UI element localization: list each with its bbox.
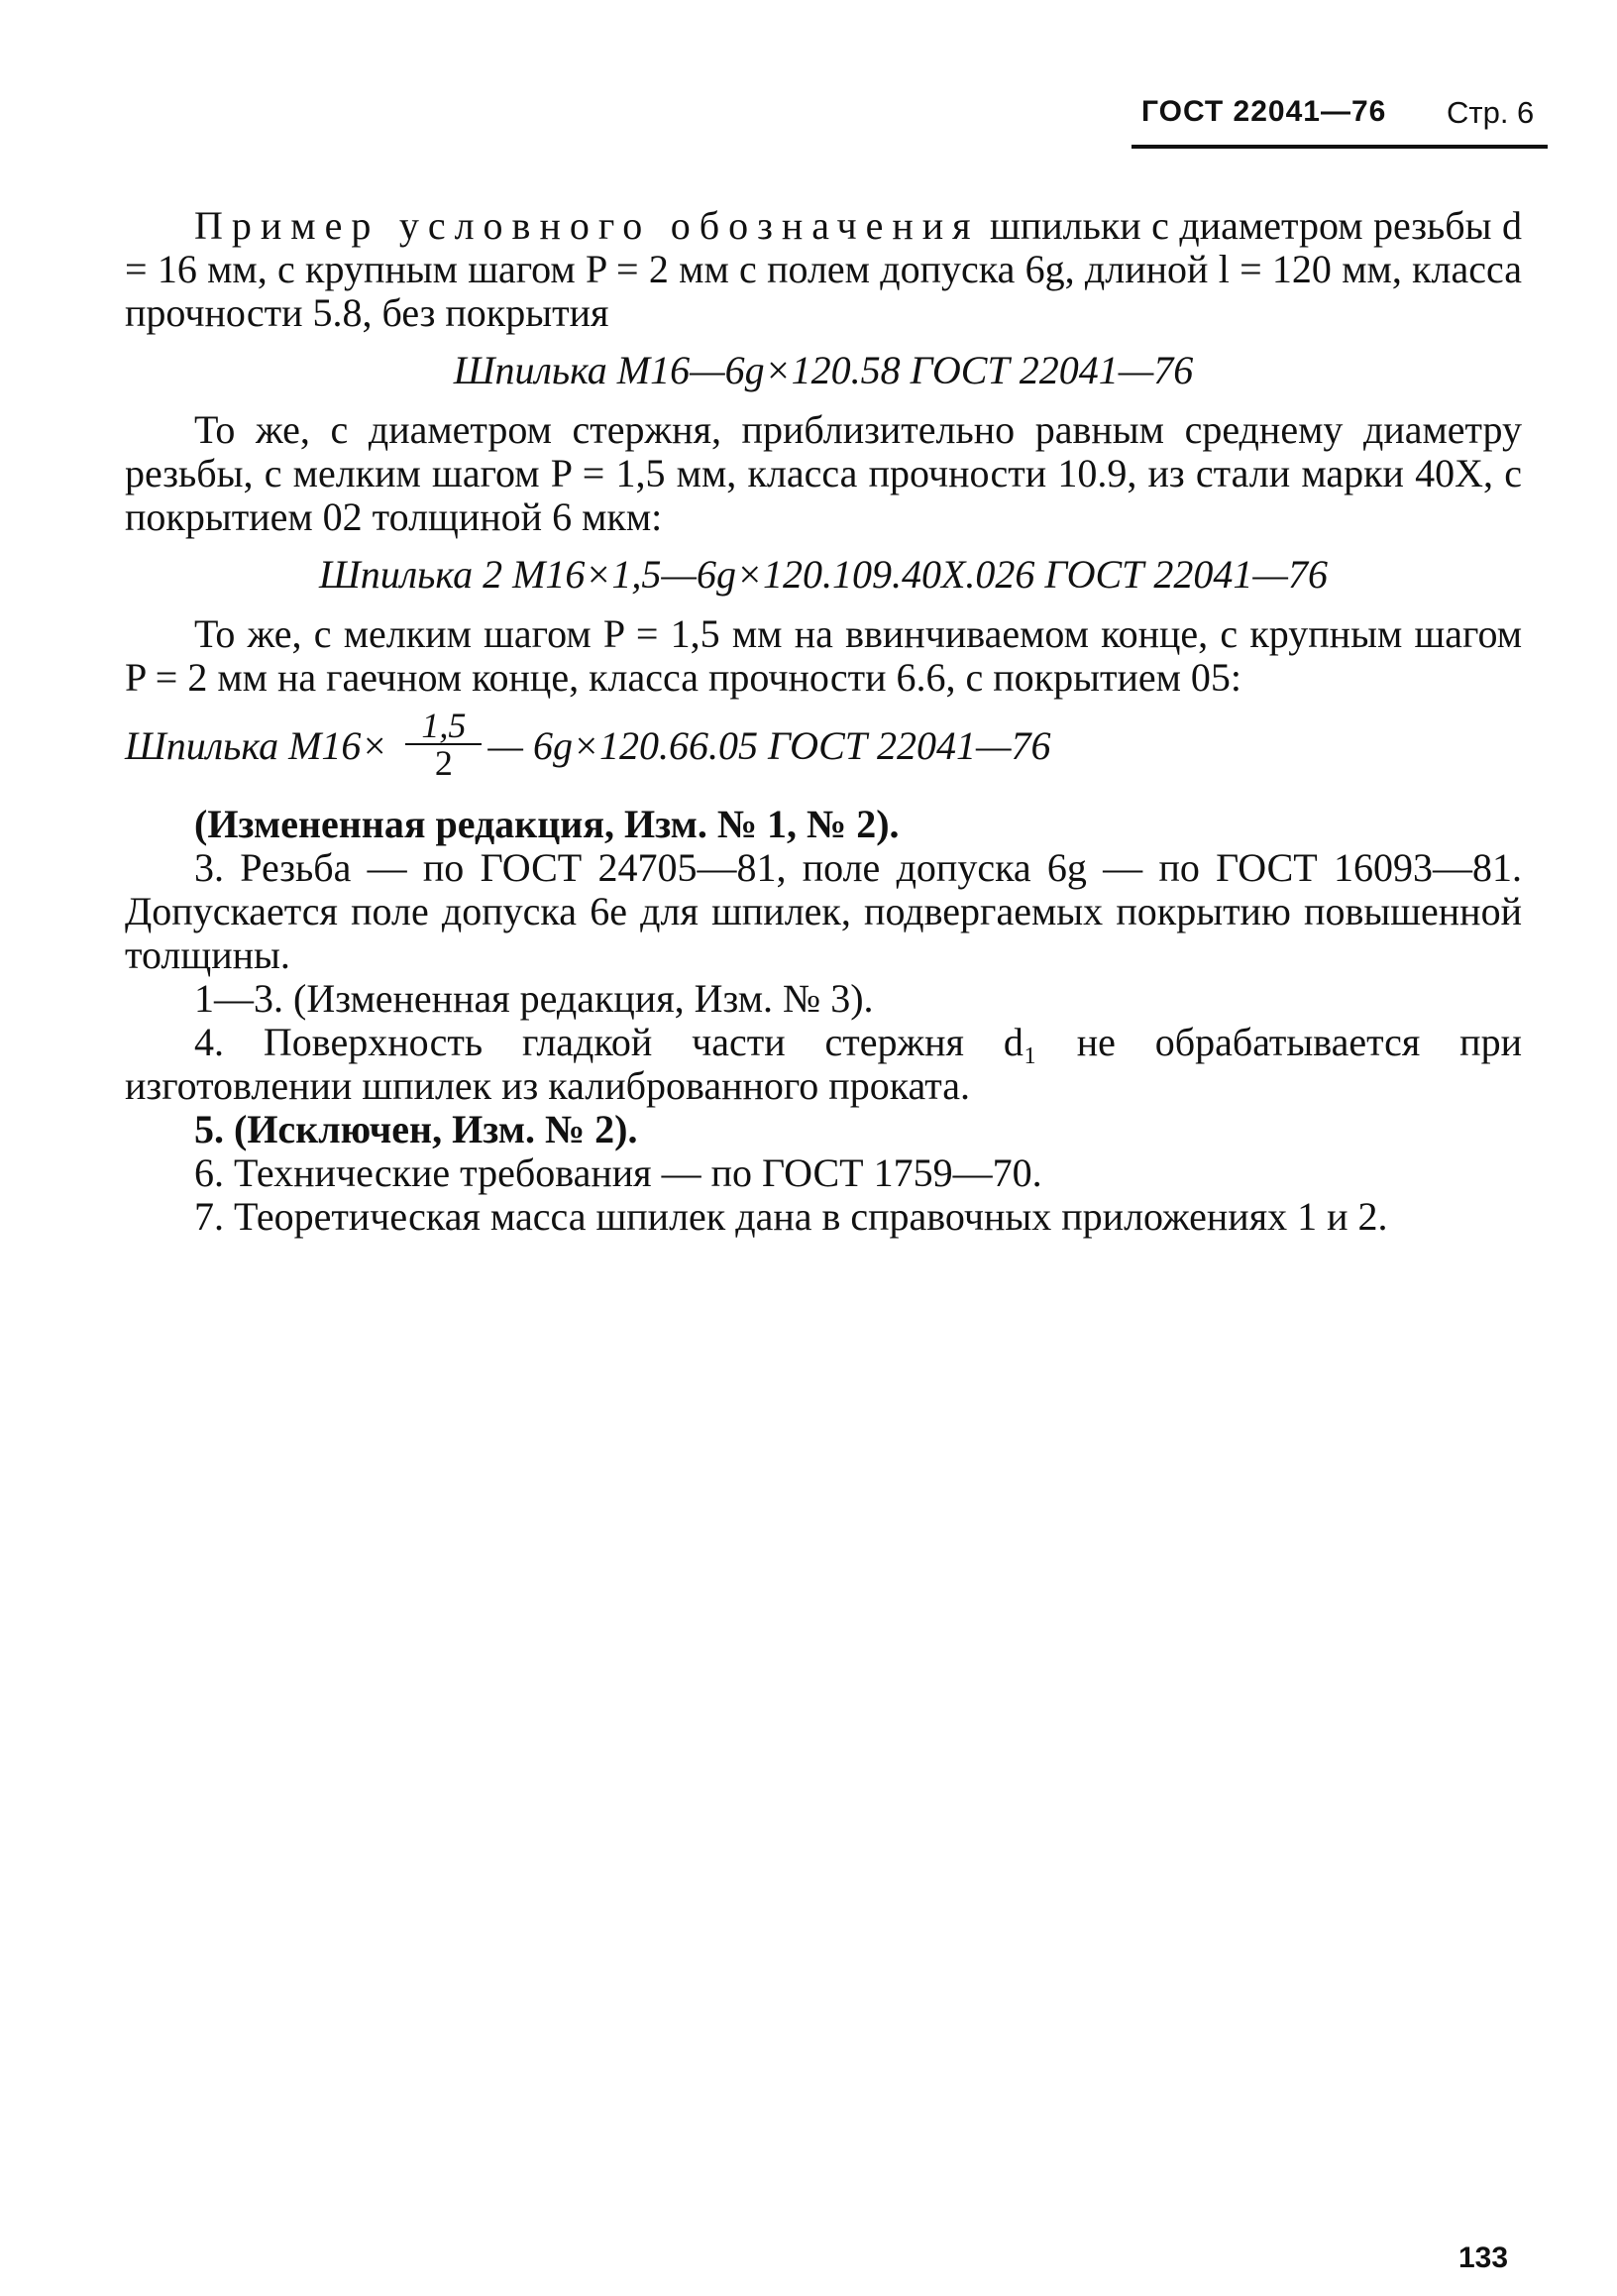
page-header bbox=[1132, 95, 1548, 149]
page-number: 133 bbox=[1458, 2241, 1509, 2274]
revision-note-2: 1—3. (Измененная редакция, Изм. № 3). bbox=[194, 976, 874, 1021]
standard-code: ГОСТ 22041—76 bbox=[1141, 95, 1387, 128]
clause-3: 3. Резьба — по ГОСТ 24705—81, поле допуска 6g — по ГОСТ 16093—81. Допускается поле допуска 6е для шпилек, подвергаемых покрытию повышенной толщины. bbox=[125, 845, 1522, 977]
example-1-paragraph bbox=[125, 204, 1522, 335]
example-2-formula: Шпилька 2 М16×1,5—6g×120.109.40Х.026 ГОСТ 22041—76 bbox=[319, 552, 1328, 597]
fraction-denominator: 2 bbox=[434, 743, 453, 783]
revision-note-1: (Измененная редакция, Изм. № 1, № 2). bbox=[194, 802, 900, 846]
page-label: Стр. 6 bbox=[1447, 95, 1535, 130]
example-3-paragraph: То же, с мелким шагом P = 1,5 мм на ввинчиваемом конце, с крупным шагом P = 2 мм на гаечном конце, класса прочности 6.6, с покрытием 05: bbox=[125, 611, 1522, 700]
example-3-formula bbox=[125, 706, 1522, 787]
formula-suffix: — 6g×120.66.05 ГОСТ 22041—76 bbox=[487, 723, 1051, 769]
example-lead: Пример условного обозначения bbox=[194, 203, 980, 248]
clause-5: 5. (Исключен, Изм. № 2). bbox=[194, 1107, 638, 1151]
clause-7: 7. Теоретическая масса шпилек дана в справочных приложениях 1 и 2. bbox=[194, 1194, 1388, 1239]
example-1-text: шпильки с диаметром резьбы d = 16 мм, с крупным шагом P = 2 мм с полем допуска 6g, длиной l = 120 мм, класса прочности 5.8, без покрытия bbox=[125, 203, 1522, 335]
fraction-numerator: 1,5 bbox=[405, 708, 482, 745]
clause-4: 4. Поверхность гладкой части стержня d₁ не обрабатывается при изготовлении шпилек из калиброванного проката. bbox=[125, 1020, 1522, 1108]
fraction bbox=[405, 708, 482, 781]
clause-6: 6. Технические требования — по ГОСТ 1759—70. bbox=[194, 1150, 1042, 1195]
document-body bbox=[125, 204, 1522, 1239]
formula-prefix: Шпилька М16× bbox=[125, 723, 388, 769]
example-1-formula: Шпилька М16—6g×120.58 ГОСТ 22041—76 bbox=[453, 348, 1194, 392]
example-2-paragraph: То же, с диаметром стержня, приблизительно равным среднему диаметру резьбы, с мелким шагом P = 1,5 мм, класса прочности 10.9, из стали марки 40Х, с покрытием 02 толщиной 6 мкм: bbox=[125, 407, 1522, 539]
